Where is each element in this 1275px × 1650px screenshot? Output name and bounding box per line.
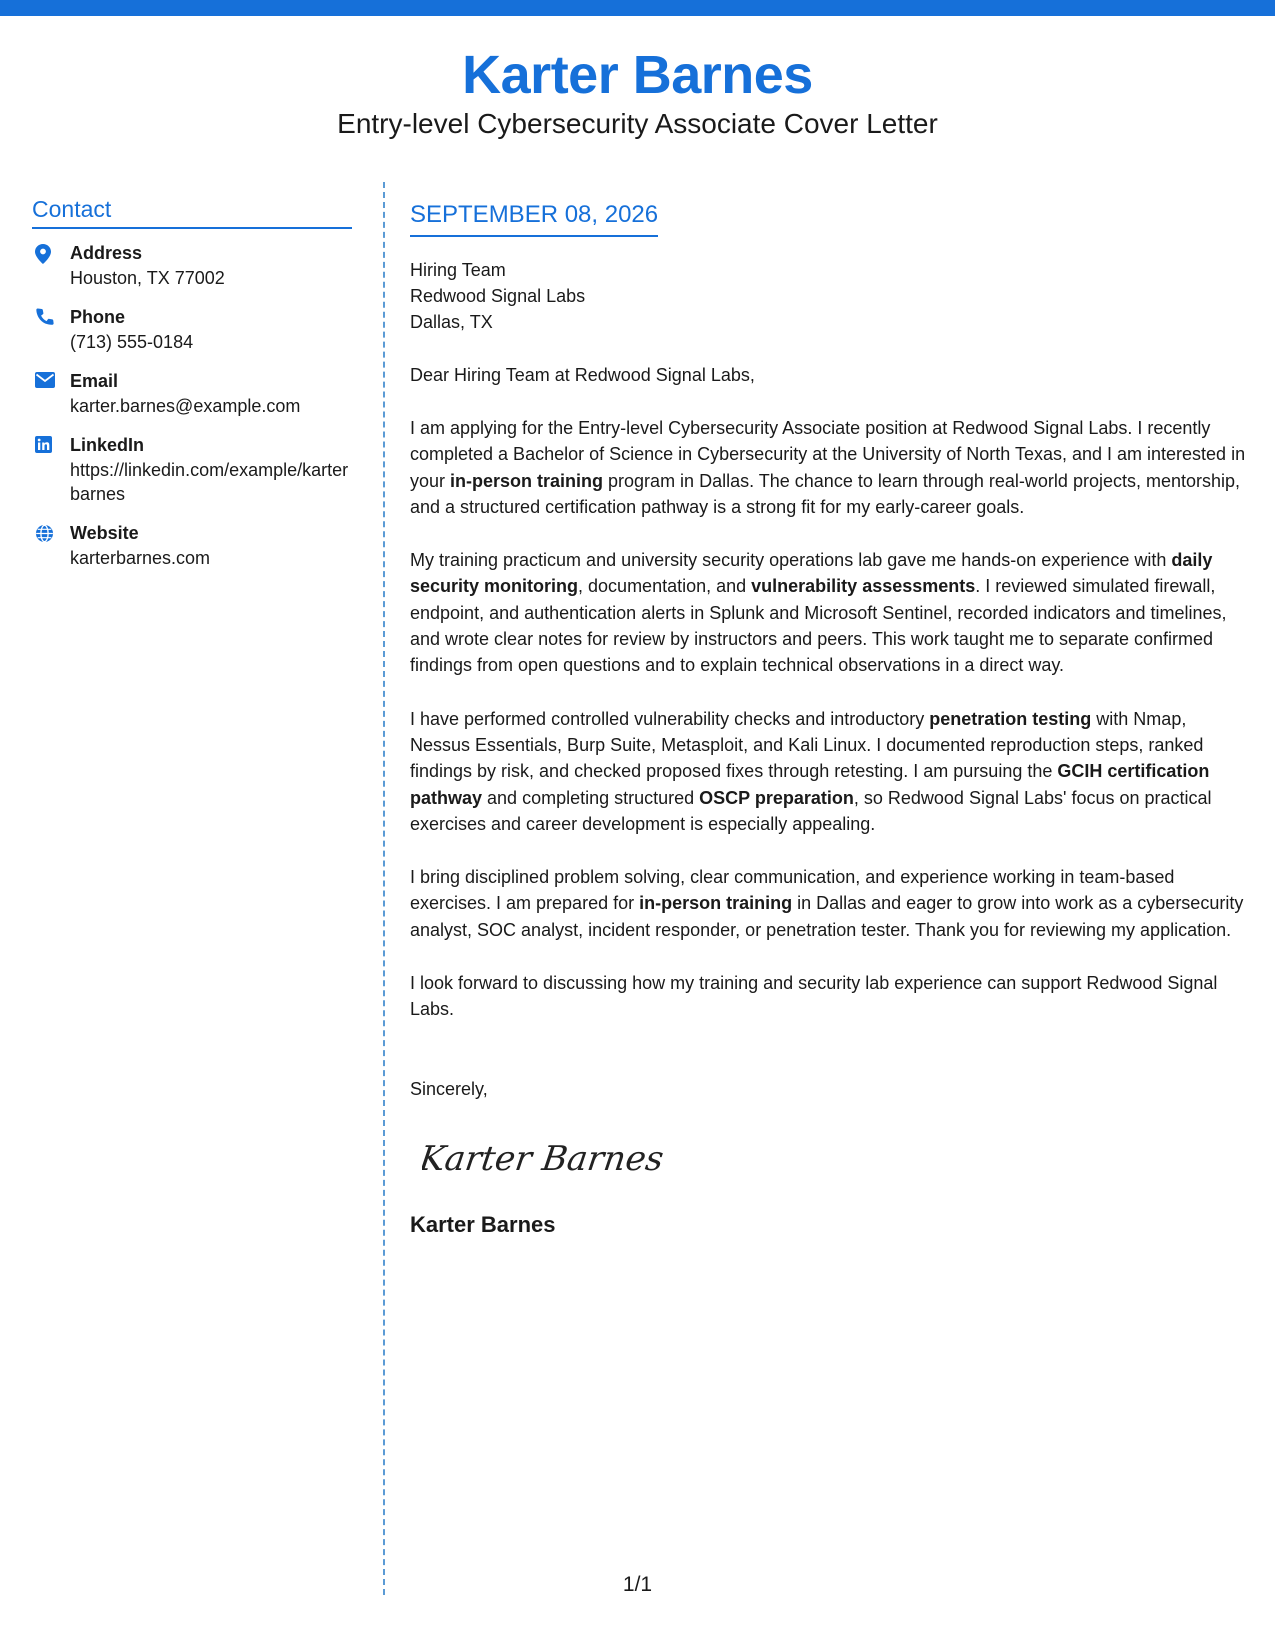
letter-paragraph <box>410 706 1250 837</box>
paragraph-text: . I reviewed simulated firewall, endpoint, and authentication alerts in Splunk and Microsoft Sentinel, recorded indicators and timelines, and wrote clear notes for review by instructors and peers. This work taught me to separate confirmed findings from open questions and to explain technical observations in a direct way. <box>410 576 1227 676</box>
contact-label: Email <box>70 371 119 391</box>
signature <box>422 1128 682 1188</box>
emphasized-text: OSCP preparation <box>699 787 854 808</box>
map-pin-icon <box>32 241 70 290</box>
email-value: karter.barnes@example.com <box>70 396 301 416</box>
top-accent-bar <box>0 0 1275 16</box>
phone-icon <box>32 305 70 354</box>
recipient-block <box>410 257 1250 335</box>
contact-list <box>32 241 352 570</box>
contact-item-linkedin <box>32 433 352 506</box>
address-value: Houston, TX 77002 <box>70 268 225 288</box>
column-divider <box>383 182 385 1595</box>
contact-item-phone <box>32 305 352 354</box>
phone-value: (713) 555-0184 <box>70 332 194 352</box>
paragraph-text: I am applying for the Entry-level Cybersecurity Associate position at Redwood Signal Labs. I recently completed a Bachelor of Science in Cybersecurity at the University of North Texas, and I am interested in your <box>410 418 1246 491</box>
paragraph-text: My training practicum and university security operations lab gave me hands-on experience with <box>410 550 1172 571</box>
page-number: 1/1 <box>622 1573 653 1596</box>
linkedin-icon <box>32 433 70 506</box>
contact-item-email <box>32 369 352 418</box>
recipient-line: Dallas, TX <box>410 312 493 332</box>
closing: Sincerely, <box>410 1078 488 1099</box>
recipient-line: Hiring Team <box>410 260 506 280</box>
signature-text: Karter Barnes <box>422 1138 667 1179</box>
contact-item-website <box>32 521 352 570</box>
contact-label: Website <box>70 523 139 543</box>
letter-paragraph <box>410 415 1250 520</box>
contact-label: LinkedIn <box>70 435 145 455</box>
contact-sidebar <box>32 195 352 585</box>
signer-name: Karter Barnes <box>410 1211 556 1237</box>
candidate-name: Karter Barnes <box>462 45 813 105</box>
paragraph-text: program in Dallas. The chance to learn through real-world projects, mentorship, and a structured certification pathway is a strong fit for my early-career goals. <box>410 470 1241 517</box>
contact-label: Phone <box>70 307 126 327</box>
page-header <box>0 44 1275 142</box>
linkedin-value[interactable]: https://linkedin.com/example/karterbarnes <box>70 460 349 504</box>
emphasized-text: in-person training <box>450 470 604 491</box>
letter-paragraphs <box>410 415 1250 1023</box>
website-value[interactable]: karterbarnes.com <box>70 548 211 568</box>
paragraph-text: I have performed controlled vulnerability checks and introductory <box>410 708 930 729</box>
letter-paragraph <box>410 547 1250 678</box>
emphasized-text: in-person training <box>639 893 793 914</box>
emphasized-text: GCIH certification pathway <box>410 761 1210 808</box>
paragraph-text: in Dallas and eager to grow into work as a cybersecurity analyst, SOC analyst, incident responder, or penetration tester. Thank you for reviewing my application. <box>410 893 1244 940</box>
salutation: Dear Hiring Team at Redwood Signal Labs, <box>410 365 755 385</box>
contact-label: Address <box>70 243 143 263</box>
emphasized-text: daily security monitoring <box>410 550 1213 597</box>
paragraph-text: I look forward to discussing how my training and security lab experience can support Redwood Signal Labs. <box>410 973 1218 1020</box>
paragraph-text: with Nmap, Nessus Essentials, Burp Suite, Metasploit, and Kali Linux. I documented reproduction steps, ranked findings by risk, and checked proposed fixes through retesting. I am pursuing the <box>410 708 1204 782</box>
paragraph-text: , so Redwood Signal Labs' focus on practical exercises and career development is especially appealing. <box>410 787 1212 834</box>
letter-paragraph <box>410 864 1250 943</box>
recipient-line: Redwood Signal Labs <box>410 286 586 306</box>
document-subtitle: Entry-level Cybersecurity Associate Cover Letter <box>337 108 938 139</box>
paragraph-text: and completing structured <box>482 787 700 808</box>
paragraph-text: I bring disciplined problem solving, clear communication, and experience working in team-based exercises. I am prepared for <box>410 867 1175 914</box>
paragraph-text: , documentation, and <box>578 576 752 597</box>
contact-heading: Contact <box>32 195 352 229</box>
emphasized-text: penetration testing <box>929 708 1092 729</box>
letter-paragraph <box>410 970 1250 1023</box>
letter-body <box>410 199 1250 1239</box>
emphasized-text: vulnerability assessments <box>751 576 976 597</box>
contact-item-address <box>32 241 352 290</box>
envelope-icon <box>32 369 70 418</box>
letter-date: SEPTEMBER 08, 2026 <box>410 199 658 237</box>
globe-icon <box>32 521 70 570</box>
